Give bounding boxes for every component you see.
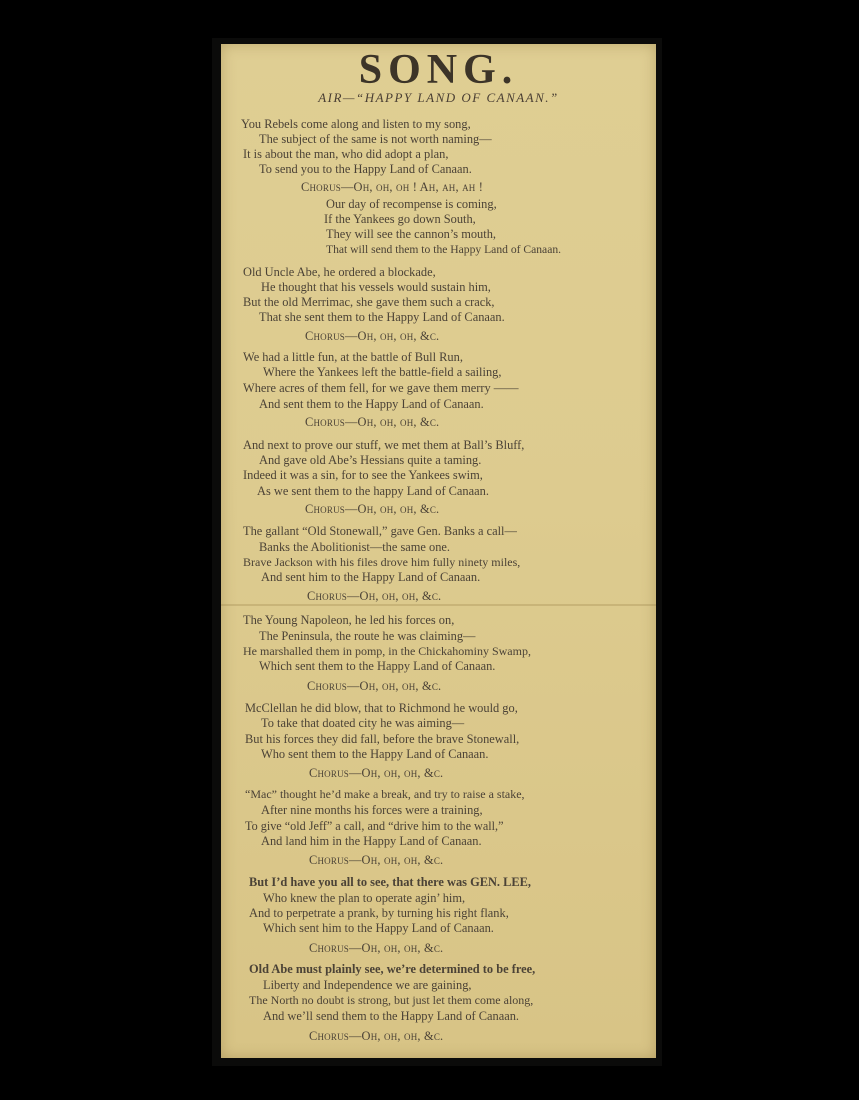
verse-line: And next to prove our stuff, we met them at Ball’s Bluff, — [243, 438, 525, 452]
verse-line: You Rebels come along and listen to my song, — [241, 117, 471, 131]
chorus-line: They will see the cannon’s mouth, — [326, 227, 496, 241]
verse-line: Old Uncle Abe, he ordered a blockade, — [243, 265, 436, 279]
verse-line: And gave old Abe’s Hessians quite a taming. — [259, 453, 482, 467]
chorus-line: That will send them to the Happy Land of Canaan. — [326, 243, 562, 256]
verse-line: Banks the Abolitionist—the same one. — [259, 540, 451, 554]
verse-line: That she sent them to the Happy Land of Canaan. — [259, 310, 505, 324]
verse-line: He marshalled them in pomp, in the Chickahominy Swamp, — [243, 644, 531, 658]
verse-line: Who knew the plan to operate agin’ him, — [263, 891, 466, 905]
verse-line: The subject of the same is not worth naming— — [259, 132, 492, 146]
verse-line: Who sent them to the Happy Land of Canaan. — [261, 747, 489, 761]
verse-line: And sent them to the Happy Land of Canaan. — [259, 397, 484, 411]
paper-fold — [221, 604, 656, 606]
verse-line: To send you to the Happy Land of Canaan. — [259, 162, 472, 176]
verse-line: Where the Yankees left the battle-field a sailing, — [263, 365, 502, 379]
verse-line: After nine months his forces were a training, — [261, 803, 483, 817]
verse-line: Which sent them to the Happy Land of Canaan. — [259, 659, 496, 673]
verse-line: And to perpetrate a prank, by turning his right flank, — [249, 906, 509, 920]
verse-line: The gallant “Old Stonewall,” gave Gen. Banks a call— — [243, 524, 517, 538]
verse-chorus: Chorus—Oh, oh, oh, &c. — [307, 679, 442, 693]
verse-line: Indeed it was a sin, for to see the Yankees swim, — [243, 468, 483, 482]
verse-line: Where acres of them fell, for we gave them merry —— — [243, 381, 519, 395]
verse-chorus: Chorus—Oh, oh, oh, &c. — [309, 1029, 444, 1043]
verse-chorus: Chorus—Oh, oh, oh, &c. — [305, 329, 440, 343]
verse-line: And land him in the Happy Land of Canaan. — [261, 834, 482, 848]
verse-line: The North no doubt is strong, but just let them come along, — [249, 993, 534, 1007]
verse-line: The Peninsula, the route he was claiming— — [259, 629, 476, 643]
verse-line: “Mac” thought he’d make a break, and try to raise a stake, — [245, 787, 525, 801]
verse-chorus: Chorus—Oh, oh, oh, &c. — [309, 853, 444, 867]
song-broadside — [221, 44, 656, 1058]
verse-chorus: Chorus—Oh, oh, oh, &c. — [307, 589, 442, 603]
verse-chorus: Chorus—Oh, oh, oh, &c. — [309, 766, 444, 780]
verse-line: The Young Napoleon, he led his forces on, — [243, 613, 455, 627]
verse-line: As we sent them to the happy Land of Canaan. — [257, 484, 489, 498]
chorus-line: If the Yankees go down South, — [324, 212, 476, 226]
verse-line: Liberty and Independence we are gaining, — [263, 978, 472, 992]
air-subtitle: AIR—“HAPPY LAND OF CANAAN.” — [318, 90, 559, 105]
verse-chorus: Chorus—Oh, oh, oh, &c. — [305, 502, 440, 516]
verse-line: It is about the man, who did adopt a plan, — [243, 147, 449, 161]
verse-line: Which sent him to the Happy Land of Canaan. — [263, 921, 494, 935]
verse-line: But the old Merrimac, she gave them such a crack, — [243, 295, 495, 309]
verse-line: We had a little fun, at the battle of Bull Run, — [243, 350, 463, 364]
verse-line: McClellan he did blow, that to Richmond he would go, — [245, 701, 518, 715]
verse-line: But his forces they did fall, before the brave Stonewall, — [245, 732, 520, 746]
verse-line: And we’ll send them to the Happy Land of Canaan. — [263, 1009, 520, 1023]
verse-chorus: Chorus—Oh, oh, oh, &c. — [309, 941, 444, 955]
verse-line: But I’d have you all to see, that there was GEN. LEE, — [249, 875, 532, 889]
song-title: SONG. — [358, 47, 519, 93]
verse-line: He thought that his vessels would sustain him, — [261, 280, 491, 294]
chorus-lead: Chorus—Oh, oh, oh ! Ah, ah, ah ! — [301, 180, 484, 194]
verse-chorus: Chorus—Oh, oh, oh, &c. — [305, 415, 440, 429]
chorus-line: Our day of recompense is coming, — [326, 197, 497, 211]
verse-line: Old Abe must plainly see, we’re determined to be free, — [249, 962, 536, 976]
verse-line: And sent him to the Happy Land of Canaan. — [261, 570, 481, 584]
verse-line: Brave Jackson with his files drove him fully ninety miles, — [243, 555, 521, 569]
verse-line: To give “old Jeff” a call, and “drive him to the wall,” — [245, 819, 504, 833]
verse-line: To take that doated city he was aiming— — [261, 716, 465, 730]
